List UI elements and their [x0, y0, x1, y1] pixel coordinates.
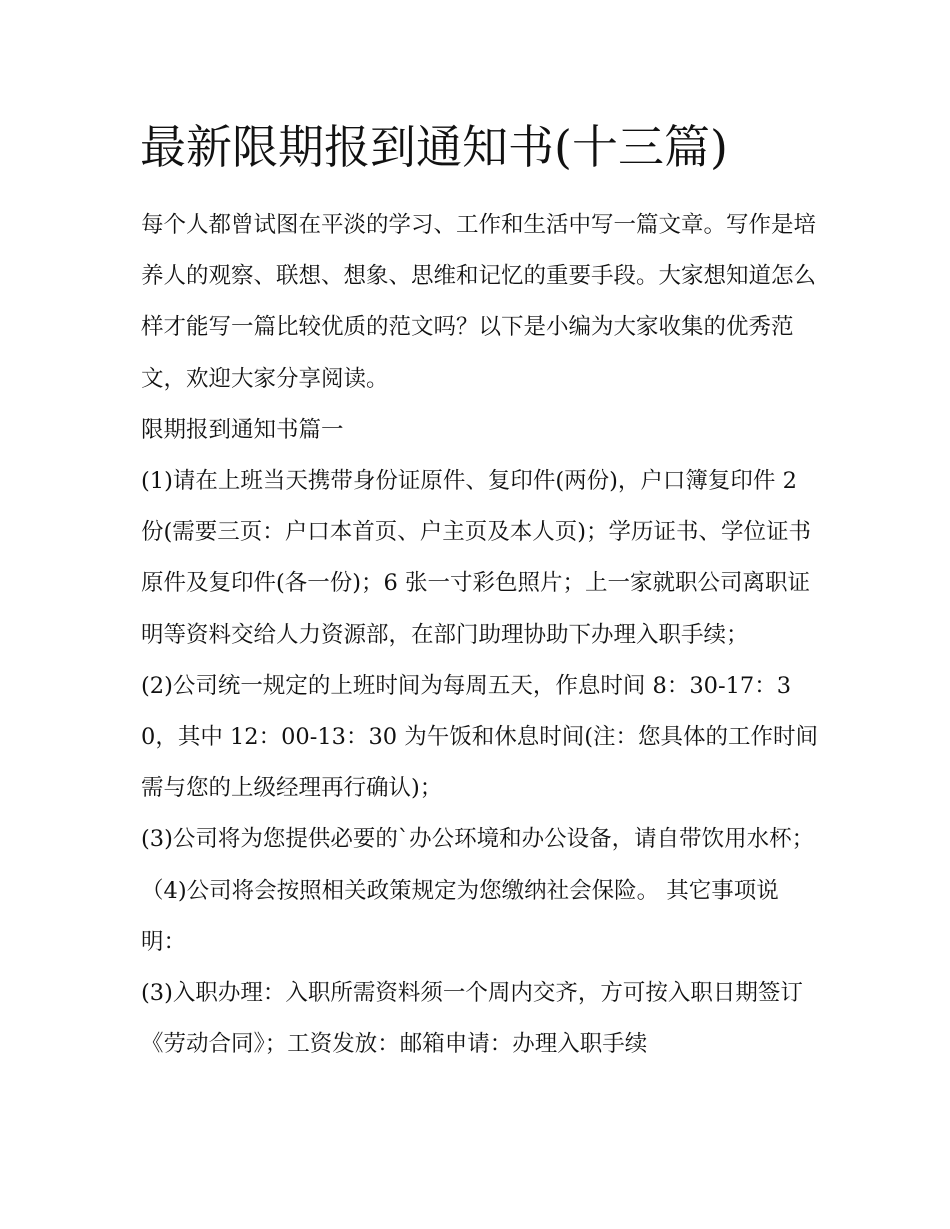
document-body	[141, 200, 821, 1070]
item-paragraph: (2)公司统一规定的上班时间为每周五天，作息时间 8：30-17：30，其中 12：00-13：30 为午饭和休息时间(注：您具体的工作时间需与您的上级经理再行确认)；	[141, 672, 819, 802]
item-paragraph: (1)请在上班当天携带身份证原件、复印件(两份)，户口簿复印件 2 份(需要三页：户口本首页、户主页及本人页)；学历证书、学位证书原件及复印件(各一份)；6 张一寸彩色照片；上一家就职公司离职证明等资料交给人力资源部，在部门助理协助下办理入职手续；	[141, 468, 812, 648]
intro-paragraph: 每个人都曾试图在平淡的学习、工作和生活中写一篇文章。写作是培养人的观察、联想、想象、思维和记忆的重要手段。大家想知道怎么样才能写一篇比较优质的范文吗？以下是小编为大家收集的优秀范文，欢迎大家分享阅读。	[141, 212, 817, 392]
document-title: 最新限期报到通知书(十三篇)	[140, 120, 728, 174]
section-heading: 限期报到通知书篇一	[141, 416, 344, 443]
item-paragraph: (3)公司将为您提供必要的`办公环境和办公设备，请自带饮用水杯；（4)公司将会按照相关政策规定为您缴纳社会保险。 其它事项说明：	[141, 826, 815, 955]
item-paragraph: (3)入职办理：入职所需资料须一个周内交齐，方可按入职日期签订《劳动合同》；工资发放：邮箱申请：办理入职手续	[141, 980, 803, 1058]
